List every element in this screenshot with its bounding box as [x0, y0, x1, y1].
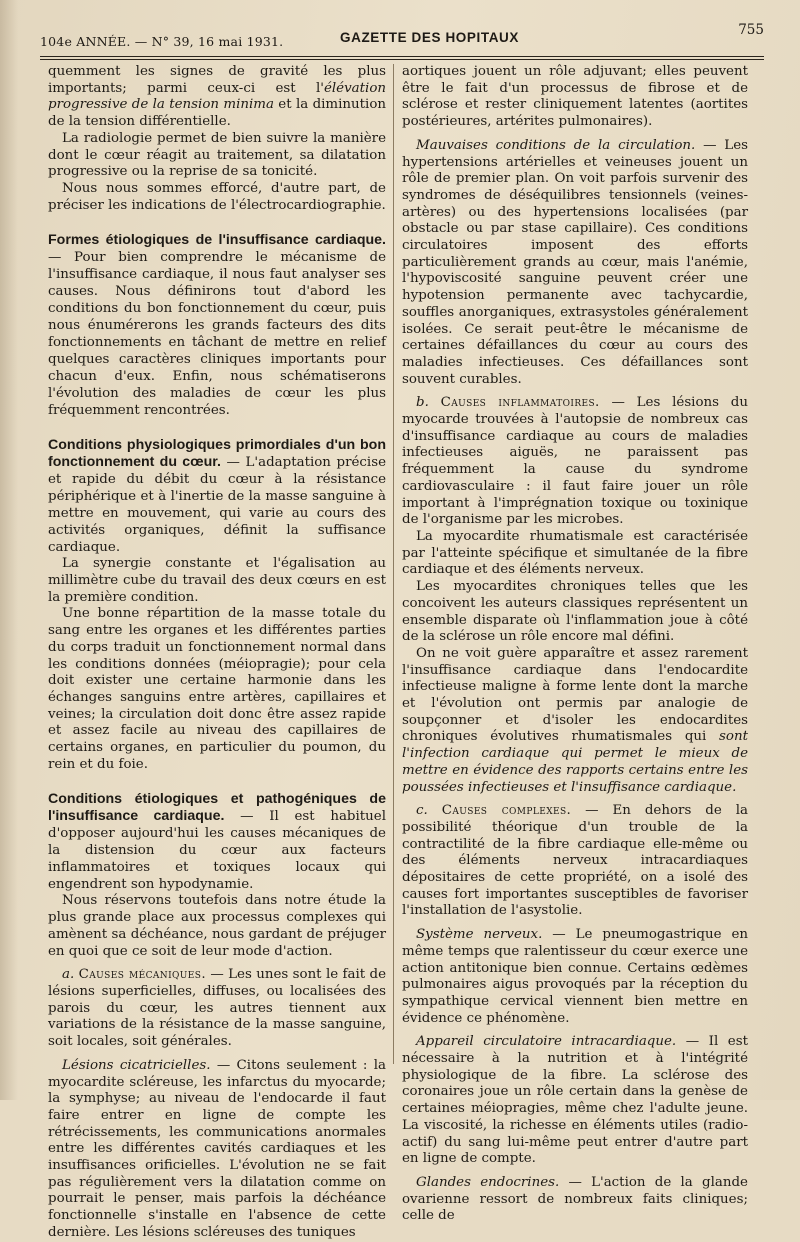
heading-body: — Pour bien comprendre le mécanisme de l'insuffisance cardiaque, il nous faut analyser ses causes. Nous définirons tout d'abord les conditions du bon fonctionnement du cœur, puis nous énumérerons les grands facteurs des dits fonctionnements en tâchant de mettre en relief quelques caractères cliniques importants pour chacun d'eux. Enfin, nous schématiserons l'évolution des maladies de cœur les plus fréquemment rencontrées.: [48, 250, 386, 419]
text: quemment les signes de gravité les plus importants; parmi ceux-ci est l': [48, 64, 386, 96]
heading-text: Formes étiologiques de l'insuffisance cardiaque.: [48, 232, 386, 249]
paragraph: Nous nous sommes efforcé, d'autre part, de préciser les indications de l'électrocardiographie.: [48, 180, 386, 213]
text: — En dehors de la possibilité théorique d'un trouble de la contractilité de la fibre cardiaque elle-même ou des éléments nerveux intracardiaques dépositaires de cette propriété, on a isolé des causes fort importantes susceptibles de favoriser l'installation de l'asystolie.: [402, 803, 748, 919]
text: et la diminution de la tension différentielle.: [48, 97, 387, 130]
subsection-title: Mauvaises conditions de la circulation.: [416, 137, 696, 153]
text: — Les unes sont le fait de lésions superficielles, diffuses, ou localisées des parois du cœur, les autres tiennent aux variations de la résistance de la masse sanguine, soit locales, soit générales.: [48, 967, 387, 1050]
text: — L'action de la glande ovarienne ressort de nombreux faits cliniques; celle de: [402, 1175, 748, 1224]
journal-title: GAZETTE DES HOPITAUX: [340, 30, 520, 45]
italic-text: sont l'infection cardiaque qui permet le mieux de mettre en évidence des rapports certains entre les poussées infectieuses et l'insuffisance cardiaque.: [402, 729, 748, 795]
text: On ne voit guère apparaître et assez rarement l'insuffisance cardiaque dans l'endocardite infectieuse maligne à forme lente dont la marche et l'évolution ont permis par analogie de soupçonner et d'isoler les endocardites chroniques évolutives rhumatismales qui: [402, 645, 748, 745]
header-rule: [40, 56, 764, 57]
section-heading: [48, 232, 386, 419]
heading-text: Conditions physiologiques primordiales d'un bon fonctionnement du cœur.: [48, 437, 386, 471]
paragraph: [402, 1175, 748, 1225]
text: — Le pneumogastrique en même temps que ralentisseur du cœur exerce une action antitonique bien connue. Certains œdèmes pulmonaires aigus provoqués par la réception du sympathique cervical viennent bien mettre en évidence ce phénomène.: [402, 927, 748, 1026]
paragraph: Une bonne répartition de la masse totale du sang entre les organes et les différentes parties du corps traduit un fonctionnement normal dans les conditions données (méiopragie); pour cela doit exister une certaine harmonie dans les échanges sanguins entre artères, capillaires et veines; la circulation doit donc être assez rapide et assez facile au niveau des capillaires de certains organes, en particulier du poumon, du rein et du foie.: [48, 606, 386, 772]
paragraph: [402, 646, 748, 796]
paragraph: La radiologie permet de bien suivre la manière dont le cœur réagit au traitement, sa dilatation progressive ou la reprise de sa tonicité.: [48, 130, 386, 180]
italic-text: élévation progressive de la tension minima: [48, 80, 386, 113]
paragraph: Les myocardites chroniques telles que les concoivent les auteurs classiques représentent un ensemble disparate où l'inflammation joue à côté de la sclérose un rôle encore mal défini.: [402, 579, 748, 645]
issue-line: 104e ANNÉE. — N° 39, 16 mai 1931.: [40, 34, 284, 49]
paragraph: Nous réservons toutefois dans notre étude la plus grande place aux processus complexes qui amènent sa déchéance, nous gardant de préjuger en quoi que ce soit de leur mode d'action.: [48, 893, 386, 959]
page-header: [40, 22, 764, 50]
section-heading: [48, 437, 386, 556]
paragraph: La synergie constante et l'égalisation au millimètre cube du travail des deux cœurs en est la première condition.: [48, 556, 386, 605]
text: b.: [416, 395, 441, 411]
page-number: 755: [738, 22, 764, 38]
text: — Il est nécessaire à la nutrition et à l'intégrité physiologique de la fibre. La sclérose des coronaires joue un rôle certain dans la genèse de certaines méiopragies, même chez l'adulte jeune. La viscosité, la richesse en éléments utiles (radio-actif) du sang lui-même peut entrer d'autre part en ligne de compte.: [402, 1034, 748, 1167]
subsection-title: Lésions cicatricielles.: [62, 1057, 211, 1073]
heading-text: Conditions étiologiques et pathogéniques de l'insuffisance cardiaque.: [48, 791, 386, 825]
text: — Citons seulement : la myocardite scléreuse, les infarctus du myocarde; la symphyse; au niveau de l'endocarde il faut faire entrer en ligne de compte les rétrécissements, les communications anormales entre les différentes cavités cardiaques et les insuffisances orificielles. L'évolution ne se fait pas régulièrement vers la dilatation comme on pourrait le penser, mais parfois la déchéance fonctionnelle s'installe en l'absence de cette dernière. Les lésions scléreuses des tuniques: [48, 1057, 386, 1240]
subsection-title: Causes inflammatoires.: [440, 395, 600, 411]
subsection-title: Système nerveux.: [416, 927, 543, 943]
paragraph: [402, 803, 748, 920]
paragraph: La myocardite rhumatismale est caractérisée par l'atteinte spécifique et simultanée de la fibre cardiaque et des éléments nerveux.: [402, 528, 748, 578]
heading-body: — Il est habituel d'opposer aujourd'hui les causes mécaniques de la distension du cœur aux facteurs inflammatoires et toxiques locaux qui engendrent son hypodynamie.: [48, 809, 386, 893]
paragraph: [48, 967, 386, 1051]
heading-body: — L'adaptation précise et rapide du débit du cœur à la résistance périphérique et à l'inertie de la masse sanguine à mettre en mouvement, qui varie au cours des activités organiques, définit la suffisance cardiaque.: [48, 455, 386, 556]
paragraph: [402, 927, 748, 1027]
paragraph: [402, 395, 748, 529]
section-heading: [48, 791, 386, 893]
left-column: [48, 64, 386, 1242]
subsection-title: Glandes endocrines.: [416, 1175, 560, 1190]
paragraph: aortiques jouent un rôle adjuvant; elles peuvent être le fait d'un processus de fibrose et de sclérose et rester cliniquement latentes (aortites postérieures, artérites pulmonaires).: [402, 64, 748, 130]
text: — Les lésions du myocarde trouvées à l'autopsie de nombreux cas d'insuffisance cardiaque au cours de maladies infectieuses aiguës, ne paraissent pas fréquemment la cause du syndrome cardiovasculaire : il faut faire jouer un rôle important à l'imprégnation toxique ou toxinique de l'organisme par les microbes.: [402, 395, 748, 528]
right-column: [402, 64, 748, 1225]
subsection-title: Appareil circulatoire intracardiaque.: [416, 1034, 677, 1050]
header-rule-thin: [40, 59, 764, 60]
paragraph: [48, 64, 386, 131]
subsection-title: Causes complexes.: [441, 803, 572, 819]
paragraph: [48, 1058, 386, 1242]
paragraph: [402, 1034, 748, 1168]
paragraph: [402, 138, 748, 389]
column-divider: [393, 64, 394, 1064]
text: c.: [416, 803, 442, 819]
text: a.: [62, 967, 79, 983]
subsection-title: Causes mécaniques.: [78, 967, 206, 983]
text: — Les hypertensions artérielles et veineuses jouent un rôle de premier plan. On voit parfois survenir des syndromes de déséquilibres tensionnels (veines-artères) ou des hypertensions localisées (par obstacle ou par stase capillaire). Ces conditions circulatoires imposent des efforts particulièrement grands au cœur, mais l'anémie, l'hypoviscosité sanguine peuvent créer une hypotension permanente avec tachycardie, souffles anorganiques, extrasystoles généralement isolées. Ce serait peut-être le mécanisme de certaines défaillances du cœur au cours des maladies infectieuses. Ces défaillances sont souvent curables.: [402, 137, 748, 387]
